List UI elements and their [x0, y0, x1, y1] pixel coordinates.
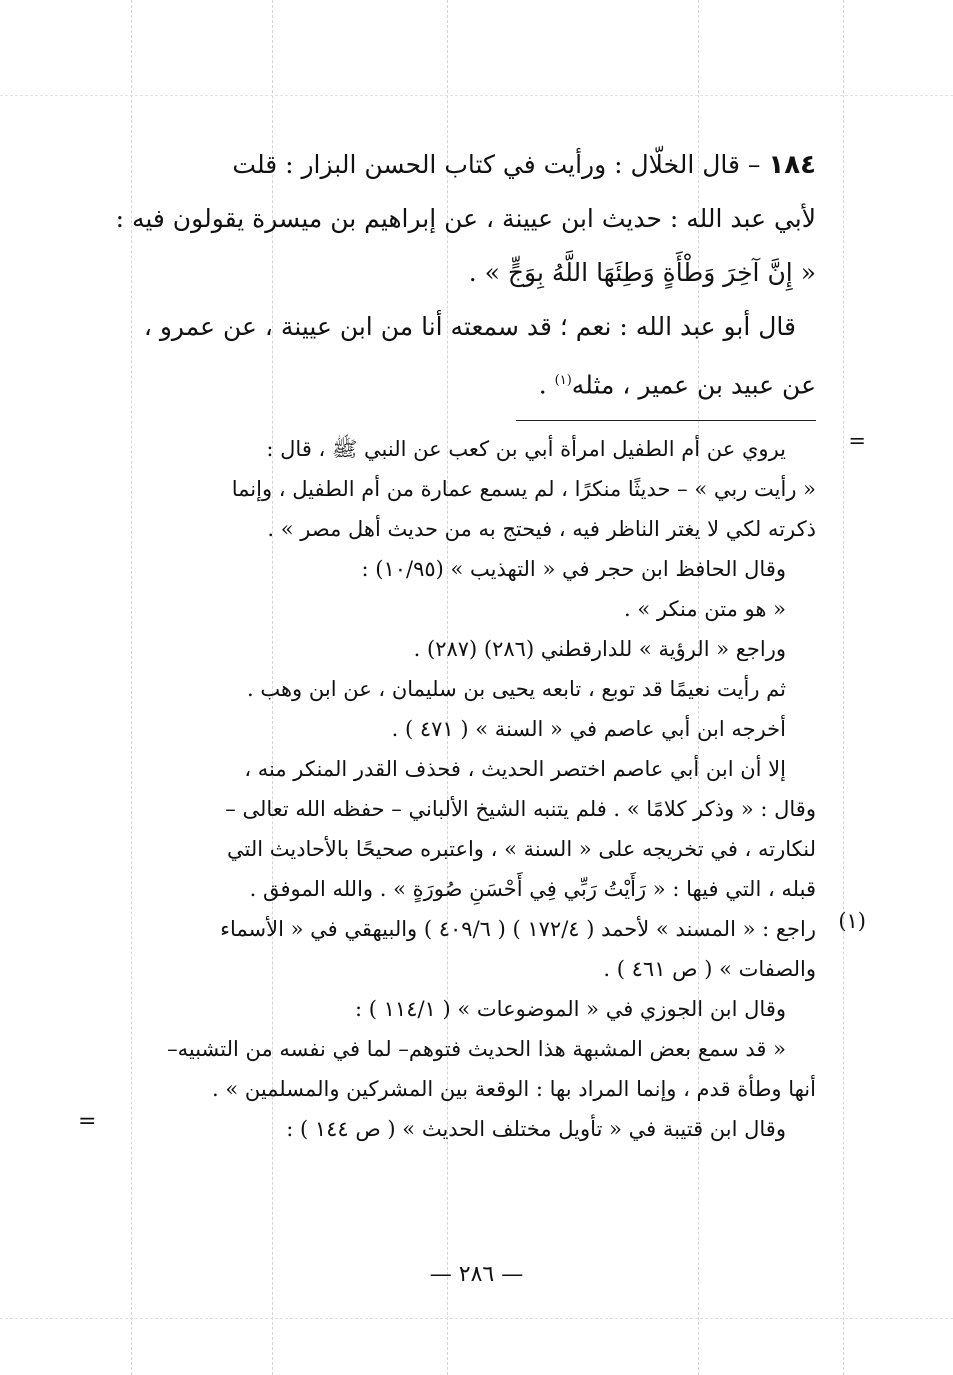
hadith-dash: – [739, 150, 769, 179]
note-line: أنها وطأة قدم ، وإنما المراد بها : الوقعة بين المشركين والمسلمين » . [211, 1077, 816, 1102]
note-line: ذكرته لكي لا يغتر الناظر فيه ، فيحتج به من حديث أهل مصر » . [267, 517, 816, 542]
page-number: — ٢٨٦ — [429, 1262, 524, 1287]
note-line: وقال : « وذكر كلامًا » . فلم يتنبه الشيخ الألباني – حفظه الله تعالى – [225, 797, 816, 822]
note-line: قبله ، التي فيها : « رَأَيْتُ رَبِّي فِي أَحْسَنِ صُورَةٍ » . والله الموفق . [249, 877, 816, 902]
footnote-number: (١) [838, 909, 866, 934]
continuation-mark: = [848, 429, 866, 454]
hadith-text: قال الخلّال : ورأيت في كتاب الحسن البزار : قلت [232, 150, 740, 179]
note-line: وقال ابن قتيبة في « تأويل مختلف الحديث » ( ص ١٤٤ ) : [286, 1117, 786, 1142]
note-line: إلا أن ابن أبي عاصم اختصر الحديث ، فحذف القدر المنكر منه ، [244, 757, 786, 782]
note-row [78, 1109, 816, 1149]
hadith-text: عن عبيد بن عمير ، مثله [571, 370, 816, 400]
hadith-number: ١٨٤ [768, 150, 816, 180]
hadith-text: . [538, 370, 555, 400]
note-line: « قد سمع بعض المشبهة هذا الحديث فتوهم– لما في نفسه من التشبيه– [167, 1037, 786, 1062]
page-body [78, 138, 866, 1149]
hadith-line: قال أبو عبد الله : نعم ؛ قد سمعته أنا من ابن عيينة ، عن عمرو ، [143, 312, 796, 341]
note-line: ثم رأيت نعيمًا قد توبع ، تابعه يحيى بن سليمان ، عن ابن وهب . [247, 677, 786, 702]
note-line: لنكارته ، في تخريجه على « السنة » ، واعتبره صحيحًا بالأحاديث التي [226, 837, 816, 862]
note-line: وراجع « الرؤية » للدارقطني (٢٨٦) (٢٨٧) . [413, 637, 786, 662]
hadith-line: لأبي عبد الله : حديث ابن عيينة ، عن إبراهيم بن ميسرة يقولون فيه : [115, 204, 816, 233]
note-line: والصفات » ( ص ٤٦١ ) . [603, 957, 816, 982]
main-text [92, 138, 816, 412]
footnote-reference: (١) [554, 373, 572, 388]
note-row [92, 429, 866, 469]
footnotes [78, 429, 866, 1149]
scan-guide-line [0, 1318, 953, 1319]
hadith-quote: « إِنَّ آخِرَ وَطْأَةٍ وَطِئَهَا اللَّهُ بِوَجٍّ » . [468, 258, 816, 287]
continuation-mark: = [78, 1109, 97, 1135]
note-line: يروي عن أم الطفيل امرأة أبي بن كعب عن النبي ﷺ ، قال : [266, 437, 786, 462]
footnote-separator [516, 420, 816, 421]
note-line: راجع : « المسند » لأحمد ( ١٧٢/٤ ) ( ٤٠٩/٦ ) والبيهقي في « الأسماء [220, 917, 816, 942]
note-line: « رأيت ربي » – حديثًا منكرًا ، لم يسمع عمارة من أم الطفيل ، وإنما [231, 477, 816, 502]
hadith-line [92, 354, 816, 412]
note-line: وقال الحافظ ابن حجر في « التهذيب » (١٠/٩٥) : [361, 557, 786, 582]
note-line: « هو متن منكر » . [623, 597, 786, 622]
note-line: وقال ابن الجوزي في « الموضوعات » ( ١١٤/١ ) : [355, 997, 786, 1022]
scan-guide-line [0, 95, 953, 96]
note-line: أخرجه ابن أبي عاصم في « السنة » ( ٤٧١ ) . [391, 717, 786, 742]
scan-guide-line [843, 0, 844, 1375]
footnote-row [92, 909, 866, 949]
hadith-line [92, 138, 816, 192]
